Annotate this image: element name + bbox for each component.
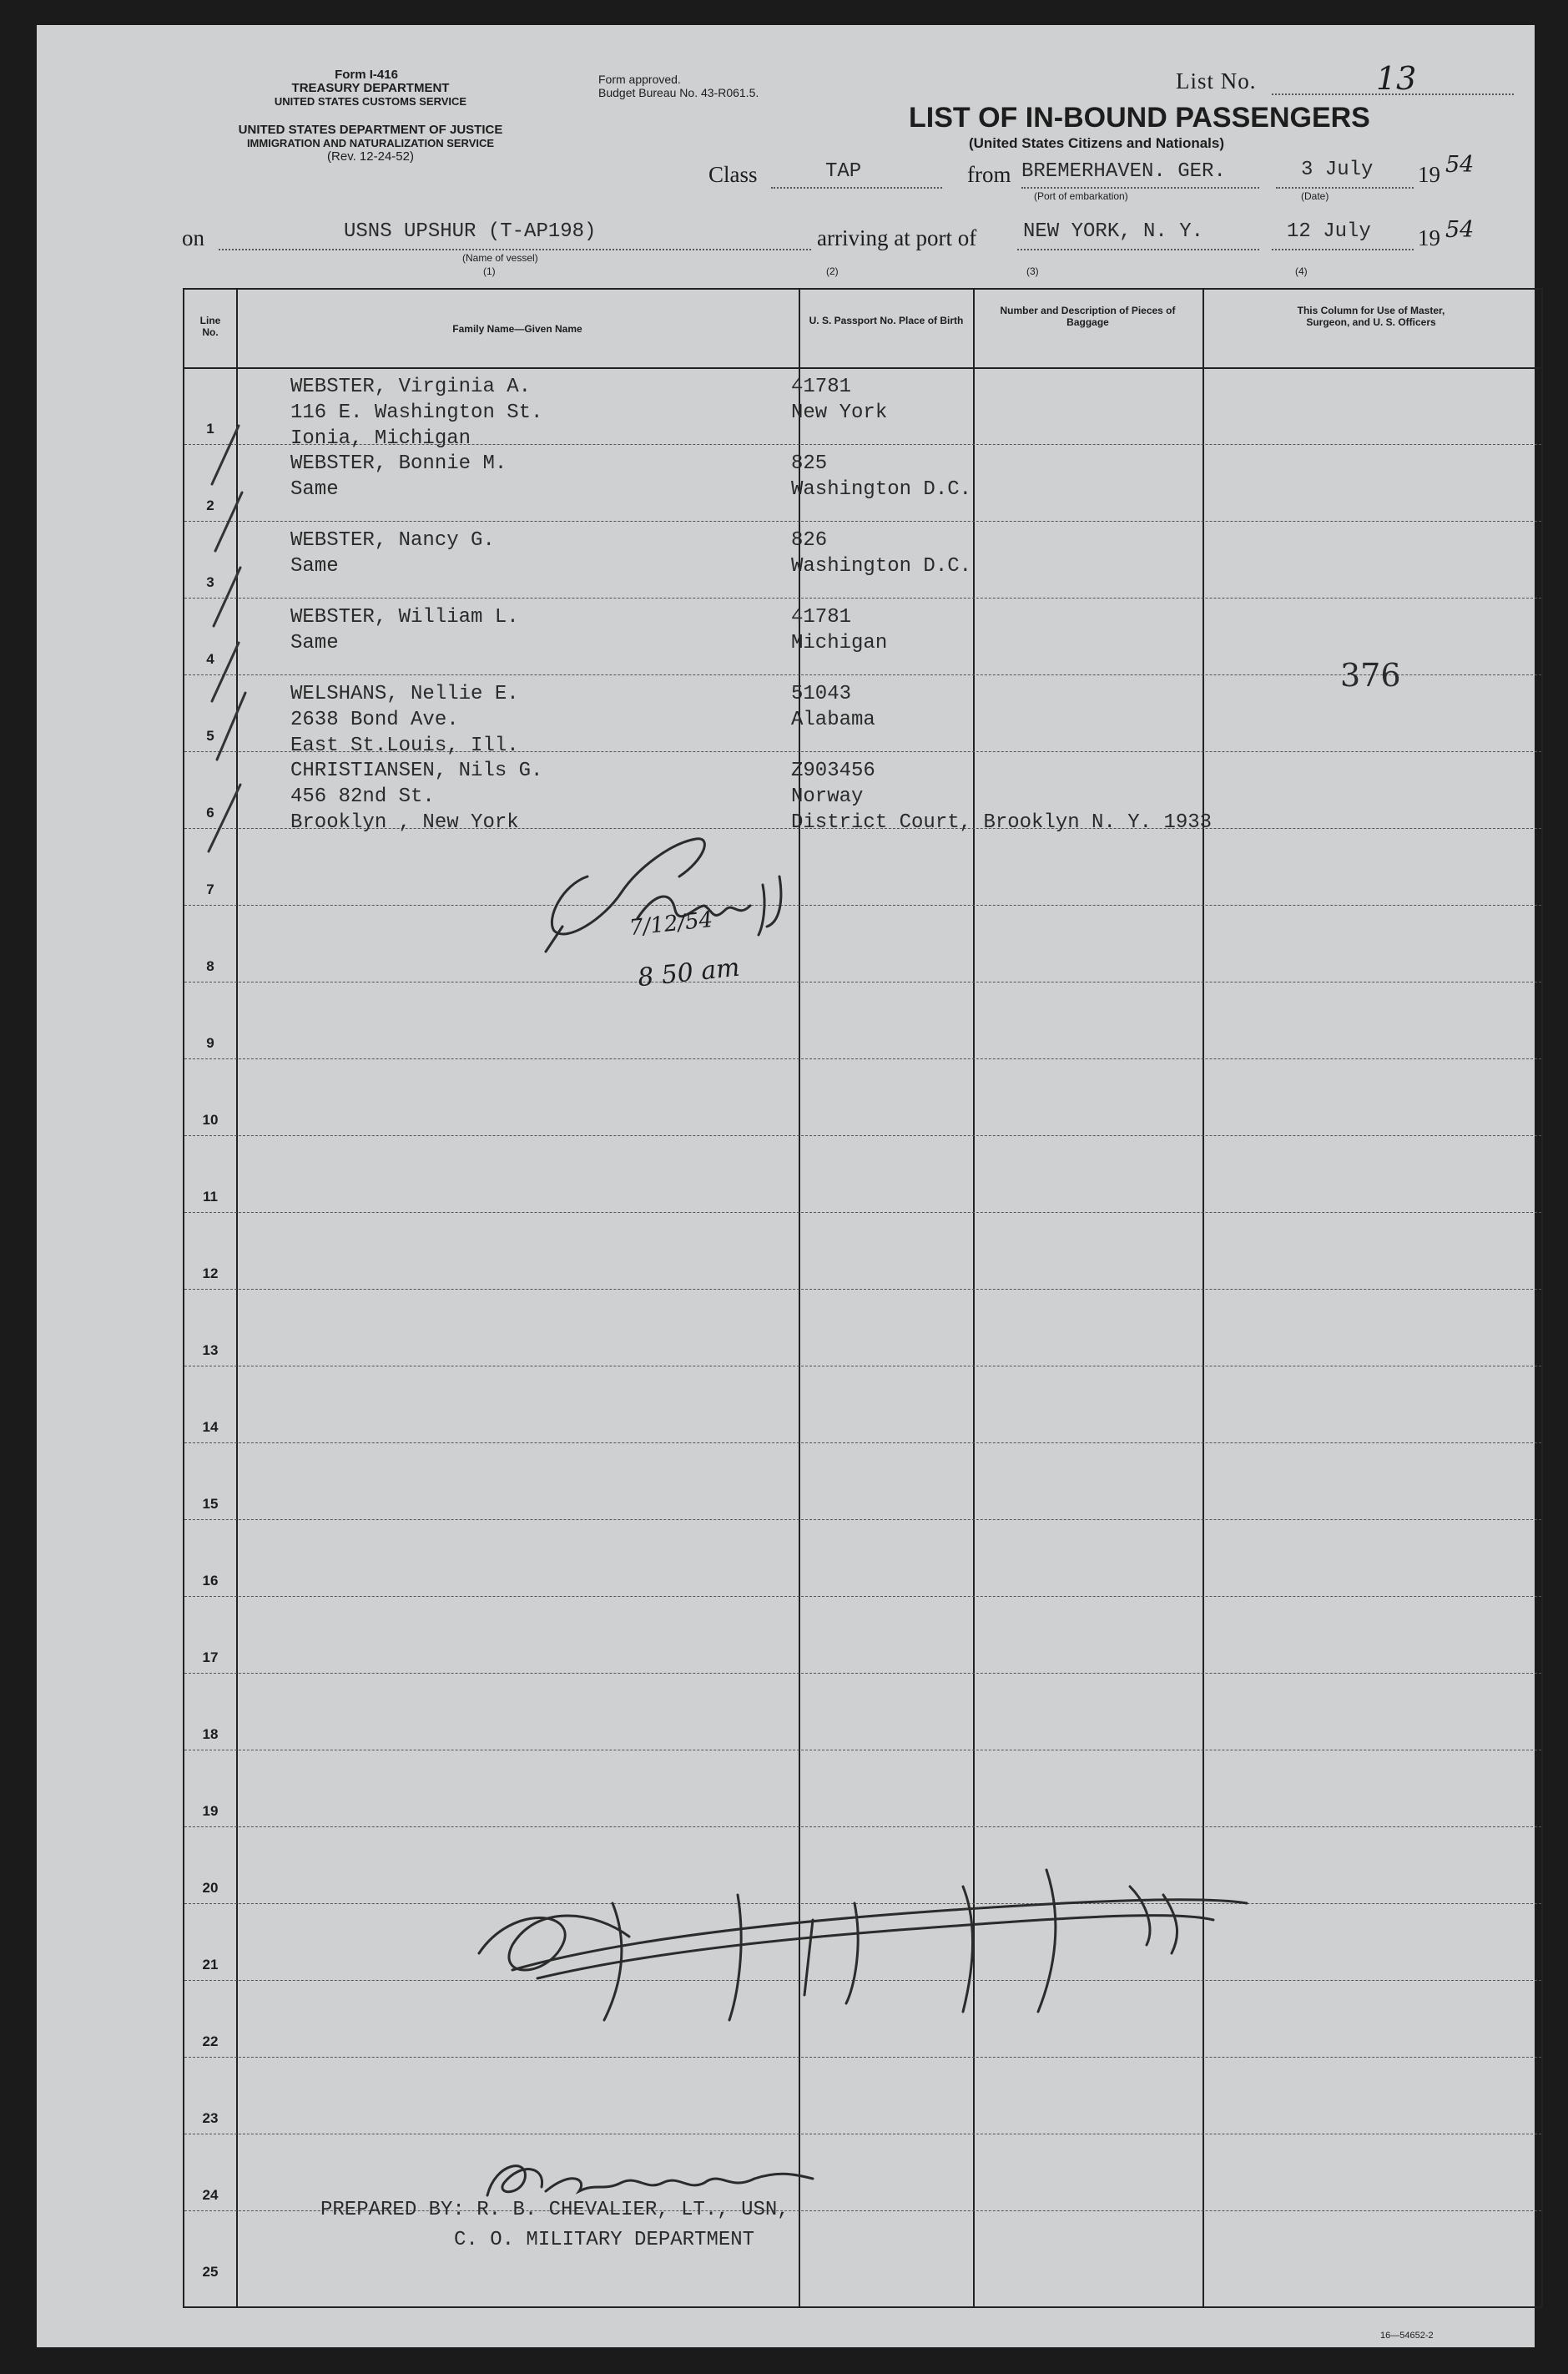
passenger-list-form [37,25,1535,2347]
line-number: 22 [202,2033,219,2049]
col-header-baggage: Number and Description of Pieces of Baggage [1000,305,1176,328]
entry-1-passport: 41781 New York [791,376,888,424]
column-number-4: (4) [1295,265,1308,277]
prepared-by-line2: C. O. MILITARY DEPARTMENT [454,2229,755,2251]
line-number: 17 [202,1649,219,1665]
entry-3-passport: 826 Washington D.C. [791,529,972,578]
arrival-port-line [1017,249,1259,250]
row-divider [184,1596,1541,1597]
line-number: 12 [202,1265,219,1281]
date-line [1276,187,1414,189]
entry-4-name: WEBSTER, William L. Same [290,606,519,654]
form-number: Form I-416 [335,68,398,82]
line-number: 4 [206,651,214,667]
line-number: 16 [202,1573,219,1589]
column-number-1: (1) [483,265,496,277]
line-number: 7 [206,881,214,897]
line-number: 21 [202,1957,219,1972]
date-value: 3 July [1301,159,1374,181]
line-number: 3 [206,574,214,590]
header-divider [184,367,1541,369]
crossed-out-signature [462,1853,1263,2058]
line-number: 8 [206,958,214,974]
vessel-value: USNS UPSHUR (T-AP198) [344,220,597,243]
line-number: 23 [202,2110,219,2126]
col-header-passport: U. S. Passport No. Place of Birth [809,315,964,326]
entry-5-passport: 51043 Alabama [791,683,875,731]
entry-6-passport: Z903456 Norway District Court, Brooklyn N. Y. 1933 [791,760,1213,834]
port-caption: (Port of embarkation) [1034,190,1128,202]
vessel-caption: (Name of vessel) [462,252,538,264]
line-number: 5 [206,728,214,744]
list-no-value: 13 [1376,60,1417,97]
class-line [771,187,942,189]
prepared-by-line1: PREPARED BY: R. B. CHEVALIER, LT., USN, [320,2199,789,2221]
page-title: LIST OF IN-BOUND PASSENGERS [909,102,1370,134]
line-number: 24 [202,2187,219,2203]
from-label: from [967,162,1011,187]
check-marks [204,417,287,860]
row-divider [184,1673,1541,1674]
list-no-label: List No. [1176,68,1257,93]
footer-code: 16—54652-2 [1380,2331,1434,2341]
entry-3-name: WEBSTER, Nancy G. Same [290,529,495,578]
justice-dept: UNITED STATES DEPARTMENT OF JUSTICE [238,123,503,137]
form-approved: Form approved. [598,73,681,86]
arrival-date-line [1272,249,1414,250]
arrival-year-value: 54 [1445,217,1475,243]
line-number: 18 [202,1726,219,1742]
entry-6-name: CHRISTIANSEN, Nils G. 456 82nd St. Brooklyn , New York [290,760,543,834]
line-number: 2 [206,498,214,513]
stamp-time: 8 50 am [636,952,742,993]
arriving-label: arriving at port of [817,225,977,250]
arrival-date-value: 12 July [1287,220,1371,243]
arrival-year-label: 19 [1418,225,1440,250]
row-divider [184,1212,1541,1213]
entry-4-passport: 41781 Michigan [791,606,888,654]
line-number: 11 [203,1189,218,1205]
line-number: 15 [202,1496,219,1512]
treasury-dept: TREASURY DEPARTMENT [291,81,450,95]
customs-service: UNITED STATES CUSTOMS SERVICE [274,95,467,108]
line-number: 19 [202,1803,219,1819]
line-number: 6 [206,805,214,821]
class-value: TAP [825,160,862,183]
row-divider [184,1442,1541,1443]
class-label: Class [708,162,758,187]
entry-2-passport: 825 Washington D.C. [791,452,972,501]
line-number: 9 [206,1035,214,1051]
ins-service: IMMIGRATION AND NATURALIZATION SERVICE [246,137,495,149]
from-value: BREMERHAVEN. GER. [1021,160,1226,183]
page-subtitle: (United States Citizens and Nationals) [968,135,1225,151]
column-number-2: (2) [826,265,839,277]
entry-2-name: WEBSTER, Bonnie M. Same [290,452,507,501]
entry-5-name: WELSHANS, Nellie E. 2638 Bond Ave. East St.Louis, Ill. [290,683,519,757]
line-number: 1 [206,421,214,437]
row-divider [184,1519,1541,1520]
from-line [1021,187,1259,189]
row-divider [184,1135,1541,1136]
budget-bureau: Budget Bureau No. 43-R061.5. [598,86,759,99]
entry-1-name: WEBSTER, Virginia A. 116 E. Washington St. Ionia, Michigan [290,376,543,450]
revision-date: (Rev. 12-24-52) [327,149,414,164]
stamp-date: 7/12/54 [628,907,714,942]
date-caption: (Date) [1301,190,1329,202]
year-value: 54 [1445,152,1475,178]
year-label: 19 [1418,162,1440,187]
vessel-line [219,249,811,250]
row-divider [184,674,1541,675]
line-number: 25 [202,2264,219,2280]
col-header-line-no: Line No. [199,315,221,338]
row-divider [184,1058,1541,1059]
row-divider [184,1289,1541,1290]
row-divider [184,598,1541,599]
col-header-name: Family Name—Given Name [452,323,582,335]
row-divider [184,521,1541,522]
line-number: 20 [202,1880,219,1896]
on-label: on [182,225,204,250]
arrival-port-value: NEW YORK, N. Y. [1023,220,1204,243]
col-header-officers: This Column for Use of Master, Surgeon, and U. S. Officers [1297,305,1445,328]
row-divider [184,1826,1541,1827]
line-number: 14 [202,1419,219,1435]
officer-note: 376 [1340,657,1401,694]
line-number: 10 [202,1112,219,1128]
column-number-3: (3) [1026,265,1039,277]
line-number: 13 [202,1342,219,1358]
